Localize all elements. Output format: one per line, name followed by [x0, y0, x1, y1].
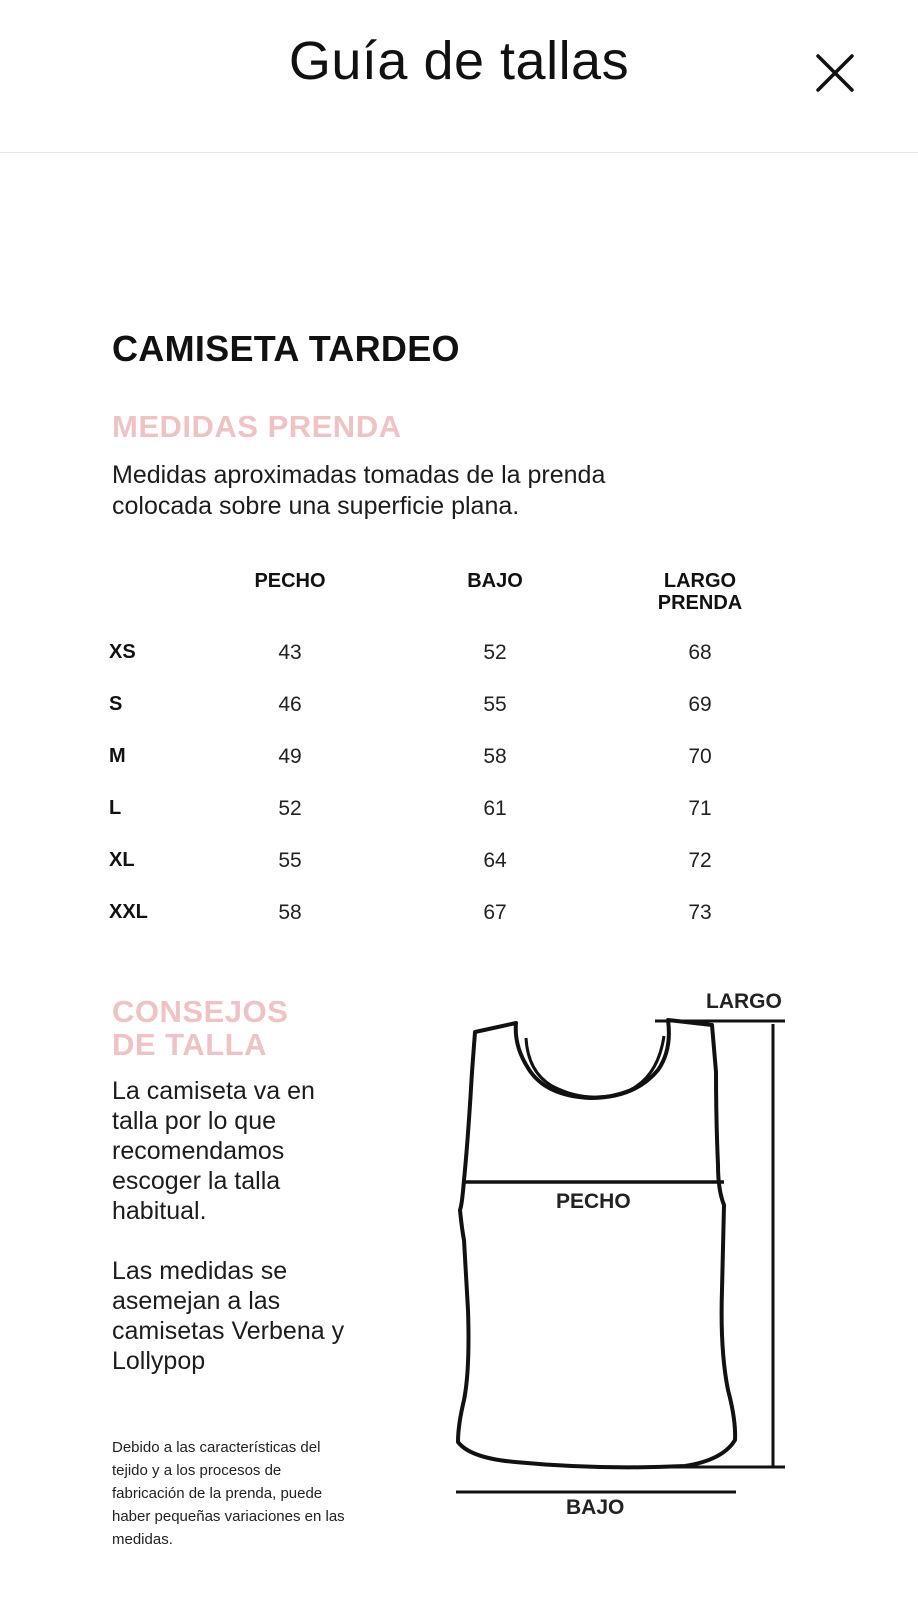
- bottom-value: 58: [483, 745, 507, 768]
- column-header-length-line-1: LARGO: [663, 570, 737, 592]
- tip-text: La camiseta va en talla por lo que recomendamos escoger la talla habitual.: [112, 1077, 315, 1225]
- tank-top-icon: [440, 980, 810, 1540]
- chest-value: 55: [278, 849, 302, 872]
- close-icon: [812, 50, 858, 96]
- garment-diagram: [440, 980, 810, 1540]
- length-label: LARGO: [706, 990, 782, 1013]
- size-label: XL: [109, 849, 135, 871]
- column-header-length: [610, 570, 790, 614]
- length-value: 68: [688, 641, 712, 664]
- column-header-length-line-2: PRENDA: [657, 592, 743, 614]
- bottom-value: 67: [483, 901, 507, 924]
- tips-heading-line-2: DE TALLA: [112, 1027, 267, 1062]
- column-header-chest: PECHO: [254, 570, 326, 592]
- column-header-bottom: BAJO: [467, 570, 523, 592]
- measurements-intro: [112, 460, 752, 522]
- size-label: XS: [109, 641, 136, 663]
- tip-text: Las medidas se asemejan a las camisetas Verbena y Lollypop: [112, 1257, 345, 1375]
- tips-heading-line-1: CONSEJOS: [112, 994, 289, 1029]
- table-row: [0, 797, 918, 837]
- page-title: Guía de tallas: [288, 31, 630, 91]
- tips-heading: [112, 995, 372, 1061]
- size-label: XXL: [109, 901, 148, 923]
- size-label: S: [109, 693, 123, 715]
- length-value: 69: [688, 693, 712, 716]
- size-label: L: [109, 797, 122, 819]
- table-row: [0, 849, 918, 889]
- table-row: [0, 693, 918, 733]
- product-title: CAMISETA TARDEO: [112, 328, 460, 369]
- bottom-value: 52: [483, 641, 507, 664]
- measurements-heading: MEDIDAS PRENDA: [112, 409, 402, 444]
- intro-line-2: colocada sobre una superficie plana.: [112, 492, 520, 520]
- disclaimer-text: Debido a las características del tejido y a los procesos de fabricación de la prenda, puede haber pequeñas variaciones en las medidas.: [112, 1439, 345, 1548]
- chest-value: 43: [278, 641, 302, 664]
- length-value: 73: [688, 901, 712, 924]
- chest-value: 49: [278, 745, 302, 768]
- table-row: [0, 745, 918, 785]
- bottom-value: 55: [483, 693, 507, 716]
- bottom-value: 61: [483, 797, 507, 820]
- chest-value: 52: [278, 797, 302, 820]
- close-button[interactable]: [812, 50, 858, 96]
- table-row: [0, 641, 918, 681]
- header: [0, 0, 918, 153]
- length-value: 72: [688, 849, 712, 872]
- chest-value: 46: [278, 693, 302, 716]
- size-label: M: [109, 745, 126, 767]
- table-row: [0, 901, 918, 941]
- chest-label: PECHO: [556, 1190, 631, 1213]
- bottom-label: BAJO: [566, 1496, 625, 1519]
- chest-value: 58: [278, 901, 302, 924]
- bottom-value: 64: [483, 849, 507, 872]
- length-value: 70: [688, 745, 712, 768]
- intro-line-1: Medidas aproximadas tomadas de la prenda: [112, 461, 606, 489]
- length-value: 71: [688, 797, 712, 820]
